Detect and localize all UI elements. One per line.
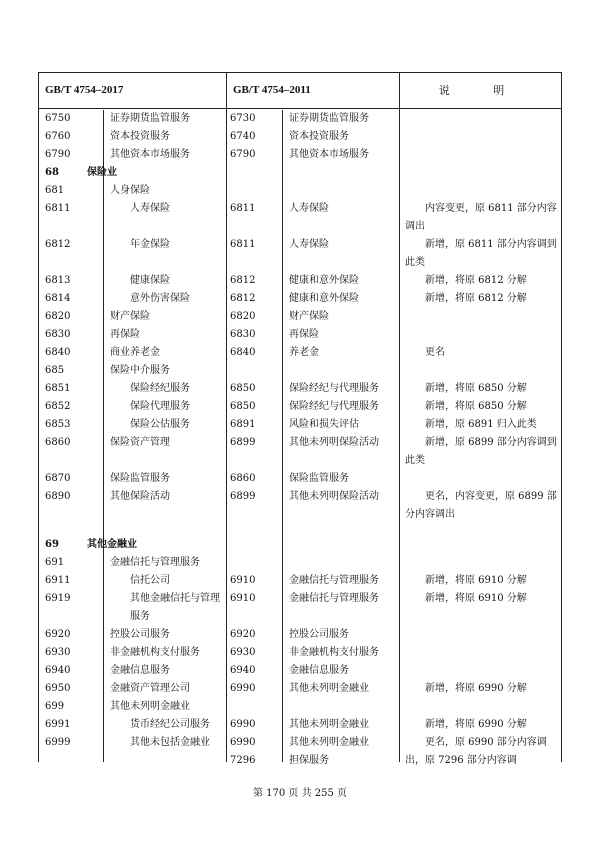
code-2011: 6899 [230,437,256,448]
code-2011: 6920 [230,629,256,640]
name-2017: 保险代理服务 [130,401,190,412]
name-2017: 保险中介服务 [110,365,170,376]
name-2017: 金融信息服务 [110,665,170,676]
table-row [39,344,561,362]
code-2011: 6990 [230,683,256,694]
name-2011: 担保服务 [289,755,329,766]
table-row [39,698,561,716]
table-row [39,434,561,470]
table-row [39,326,561,344]
table-row [39,110,561,128]
table-row [39,236,561,272]
name-2011: 其他未列明金融业 [289,737,369,748]
name-2017: 其他保险活动 [110,491,170,502]
code-2017: 68 [45,167,59,178]
name-2017: 其他资本市场服务 [110,149,190,160]
code-2017: 6950 [45,683,71,694]
table-row [39,398,561,416]
name-2017: 保险公估服务 [130,419,190,430]
code-2011: 6940 [230,665,256,676]
name-2011: 风险和损失评估 [289,419,359,430]
name-2017: 保险业 [87,167,117,178]
header-gb2011: GB/T 4754–2011 [233,84,311,96]
code-2017: 6919 [45,593,71,604]
code-2011: 6850 [230,383,256,394]
name-2017: 保险资产管理 [110,437,170,448]
code-2017: 6750 [45,113,71,124]
name-2011: 其他资本市场服务 [289,149,369,160]
name-2011: 保险经纪与代理服务 [289,383,379,394]
note-text: 新增，将原 6990 分解 [425,719,527,730]
note-text: 新增，将原 6812 分解 [425,275,527,286]
name-2017: 控股公司服务 [110,629,170,640]
name-2011: 其他未列明保险活动 [289,491,379,502]
table-row [39,308,561,326]
name-2017: 再保险 [110,329,140,340]
code-2017: 6814 [45,293,71,304]
code-2011: 6811 [230,239,256,250]
name-2011: 财产保险 [289,311,329,322]
code-2011: 6850 [230,401,256,412]
note-text: 内容变更，原 6811 部分内容调出 [405,203,557,232]
name-2011: 其他未列明金融业 [289,683,369,694]
name-2011: 人寿保险 [289,203,329,214]
name-2017: 货币经纪公司服务 [130,719,210,730]
name-2017: 金融信托与管理服务 [110,557,200,568]
name-2017: 人寿保险 [130,203,170,214]
name-2017: 保险监管服务 [110,473,170,484]
code-2017: 6930 [45,647,71,658]
name-2011: 养老金 [289,347,319,358]
note-text: 更名，内容变更，原 6899 部分内容调出 [405,491,557,520]
name-2011: 金融信托与管理服务 [289,593,379,604]
code-2011: 6790 [230,149,256,160]
code-2011: 6730 [230,113,256,124]
code-2011: 6860 [230,473,256,484]
code-2017: 6860 [45,437,71,448]
name-2017: 保险经纪服务 [130,383,190,394]
name-2017: 证券期货监管服务 [110,113,190,124]
name-2011: 人寿保险 [289,239,329,250]
code-2017: 6911 [45,575,71,586]
table-body [39,110,561,770]
name-2011: 金融信托与管理服务 [289,575,379,586]
code-2017: 6812 [45,239,71,250]
table-row [39,626,561,644]
note-text: 新增，将原 6910 分解 [425,575,527,586]
code-2017: 6840 [45,347,71,358]
table-row [39,272,561,290]
table-header [39,73,561,109]
note-text: 新增，将原 6850 分解 [425,383,527,394]
code-2011: 6830 [230,329,256,340]
name-2017: 信托公司 [130,575,170,586]
code-2017: 6811 [45,203,71,214]
name-2017: 健康保险 [130,275,170,286]
page-number: 第 170 页 共 255 页 [252,788,348,799]
table-row [39,644,561,662]
note-text: 新增，将原 6990 分解 [425,683,527,694]
table-row [39,362,561,380]
name-2017: 非金融机构支付服务 [110,647,200,658]
table-row [39,164,561,182]
table-row [39,128,561,146]
name-2017: 资本投资服务 [110,131,170,142]
code-2017: 6852 [45,401,71,412]
table-row [39,380,561,398]
code-2011: 6740 [230,131,256,142]
header-gb2017: GB/T 4754–2017 [45,84,124,96]
note-text: 新增，将原 6910 分解 [425,593,527,604]
code-2017: 6999 [45,737,71,748]
name-2011: 控股公司服务 [289,629,349,640]
code-2011: 6840 [230,347,256,358]
table-row [39,590,561,626]
name-2011: 金融信息服务 [289,665,349,676]
code-2017: 69 [45,539,59,550]
code-2011: 6891 [230,419,256,430]
note-text: 新增，原 6899 部分内容调到此类 [405,437,557,466]
table-row [39,290,561,308]
code-2017: 6890 [45,491,71,502]
note-text: 新增，将原 6850 分解 [425,401,527,412]
code-2017: 685 [45,365,65,376]
name-2017: 其他未列明金融业 [110,701,190,712]
name-2011: 资本投资服务 [289,131,349,142]
code-2011: 6812 [230,293,256,304]
name-2017: 金融资产管理公司 [110,683,190,694]
header-note: 说 明 [438,84,525,97]
note-text: 更名，原 6990 部分内容调出，原 7296 部分内容调 [405,737,547,766]
table-row [39,752,561,770]
code-2011: 7296 [230,755,256,766]
code-2017: 691 [45,557,65,568]
code-2017: 6991 [45,719,71,730]
mapping-table [38,72,562,766]
code-2011: 6811 [230,203,256,214]
name-2017: 人身保险 [110,185,150,196]
code-2011: 6910 [230,575,256,586]
code-2017: 6790 [45,149,71,160]
name-2011: 再保险 [289,329,319,340]
name-2017: 其他未包括金融业 [130,737,210,748]
code-2011: 6899 [230,491,256,502]
code-2017: 6940 [45,665,71,676]
code-2017: 6760 [45,131,71,142]
code-2017: 6920 [45,629,71,640]
table-row [39,536,561,554]
name-2017: 财产保险 [110,311,150,322]
name-2011: 保险经纪与代理服务 [289,401,379,412]
name-2017: 年金保险 [130,239,170,250]
table-row [39,554,561,572]
table-row [39,470,561,488]
code-2017: 699 [45,701,65,712]
table-row [39,680,561,698]
name-2011: 健康和意外保险 [289,275,359,286]
code-2011: 6930 [230,647,256,658]
table-row [39,572,561,590]
note-text: 新增，将原 6812 分解 [425,293,527,304]
table-row [39,200,561,236]
name-2011: 保险监管服务 [289,473,349,484]
code-2017: 6820 [45,311,71,322]
table-row [39,182,561,200]
table-row [39,416,561,434]
code-2011: 6910 [230,593,256,604]
code-2011: 6990 [230,737,256,748]
name-2011: 健康和意外保险 [289,293,359,304]
name-2017: 其他金融信托与管理服务 [130,593,220,622]
note-text: 新增，原 6811 部分内容调到此类 [405,239,557,268]
table-row [39,146,561,164]
code-2011: 6812 [230,275,256,286]
name-2017: 商业养老金 [110,347,160,358]
code-2011: 6820 [230,311,256,322]
name-2017: 其他金融业 [87,539,137,550]
name-2011: 其他未列明金融业 [289,719,369,730]
code-2017: 6851 [45,383,71,394]
name-2011: 其他未列明保险活动 [289,437,379,448]
table-row [39,662,561,680]
code-2011: 6990 [230,719,256,730]
code-2017: 681 [45,185,65,196]
note-text: 新增，原 6891 归入此类 [425,419,537,430]
table-row [39,488,561,524]
table-row [39,716,561,734]
name-2011: 非金融机构支付服务 [289,647,379,658]
code-2017: 6813 [45,275,71,286]
name-2011: 证券期货监管服务 [289,113,369,124]
code-2017: 6830 [45,329,71,340]
code-2017: 6853 [45,419,71,430]
code-2017: 6870 [45,473,71,484]
note-text: 更名 [425,347,445,358]
name-2017: 意外伤害保险 [130,293,190,304]
